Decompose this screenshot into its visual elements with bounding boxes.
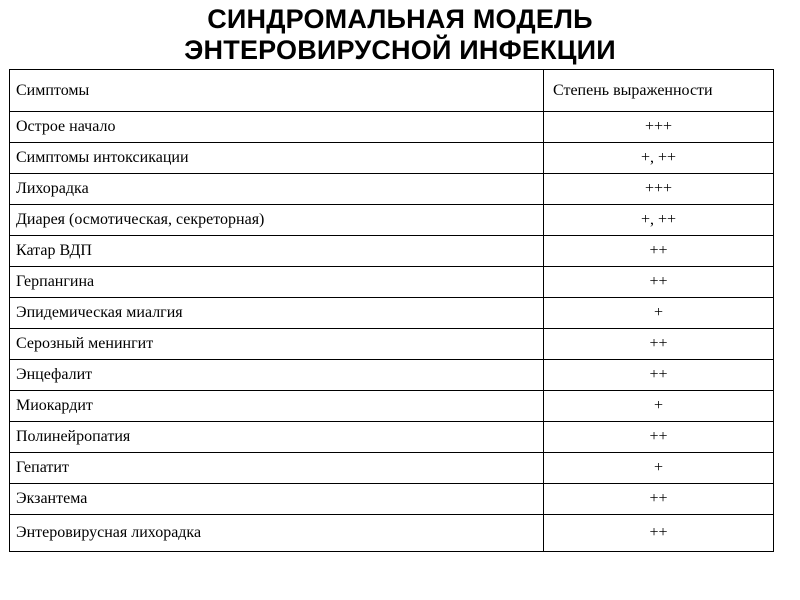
table-header-row <box>10 70 774 112</box>
header-degree: Степень выраженности <box>544 70 774 112</box>
degree-cell: ++ <box>544 422 774 453</box>
syndrome-table <box>9 69 774 552</box>
degree-cell: + <box>544 453 774 484</box>
degree-cell: + <box>544 298 774 329</box>
symptom-cell: Симптомы интоксикации <box>10 143 544 174</box>
symptom-cell: Гепатит <box>10 453 544 484</box>
table-row <box>10 236 774 267</box>
symptom-cell: Лихорадка <box>10 174 544 205</box>
degree-cell: + <box>544 391 774 422</box>
table-row <box>10 174 774 205</box>
table-body <box>10 70 774 552</box>
header-symptoms: Симптомы <box>10 70 544 112</box>
symptom-cell: Эпидемическая миалгия <box>10 298 544 329</box>
degree-cell: +, ++ <box>544 143 774 174</box>
symptom-cell: Диарея (осмотическая, секреторная) <box>10 205 544 236</box>
page-title <box>0 4 800 66</box>
symptom-cell: Герпангина <box>10 267 544 298</box>
table-row <box>10 298 774 329</box>
symptom-cell: Экзантема <box>10 484 544 515</box>
table-row <box>10 329 774 360</box>
degree-cell: ++ <box>544 515 774 552</box>
symptom-cell: Серозный менингит <box>10 329 544 360</box>
symptom-cell: Острое начало <box>10 112 544 143</box>
table-row <box>10 391 774 422</box>
page-title-line-2: ЭНТЕРОВИРУСНОЙ ИНФЕКЦИИ <box>184 35 616 65</box>
symptom-cell: Полинейропатия <box>10 422 544 453</box>
symptom-cell: Миокардит <box>10 391 544 422</box>
table-row <box>10 422 774 453</box>
table-row <box>10 360 774 391</box>
page-title-line-1: СИНДРОМАЛЬНАЯ МОДЕЛЬ <box>207 4 593 34</box>
table-row <box>10 143 774 174</box>
degree-cell: +++ <box>544 174 774 205</box>
degree-cell: ++ <box>544 360 774 391</box>
table-row <box>10 205 774 236</box>
degree-cell: ++ <box>544 236 774 267</box>
table-row <box>10 515 774 552</box>
symptom-cell: Энтеровирусная лихорадка <box>10 515 544 552</box>
table-row <box>10 112 774 143</box>
degree-cell: ++ <box>544 329 774 360</box>
degree-cell: ++ <box>544 267 774 298</box>
symptom-cell: Энцефалит <box>10 360 544 391</box>
symptom-cell: Катар ВДП <box>10 236 544 267</box>
degree-cell: +, ++ <box>544 205 774 236</box>
degree-cell: +++ <box>544 112 774 143</box>
table-row <box>10 453 774 484</box>
table-row <box>10 267 774 298</box>
table-row <box>10 484 774 515</box>
degree-cell: ++ <box>544 484 774 515</box>
